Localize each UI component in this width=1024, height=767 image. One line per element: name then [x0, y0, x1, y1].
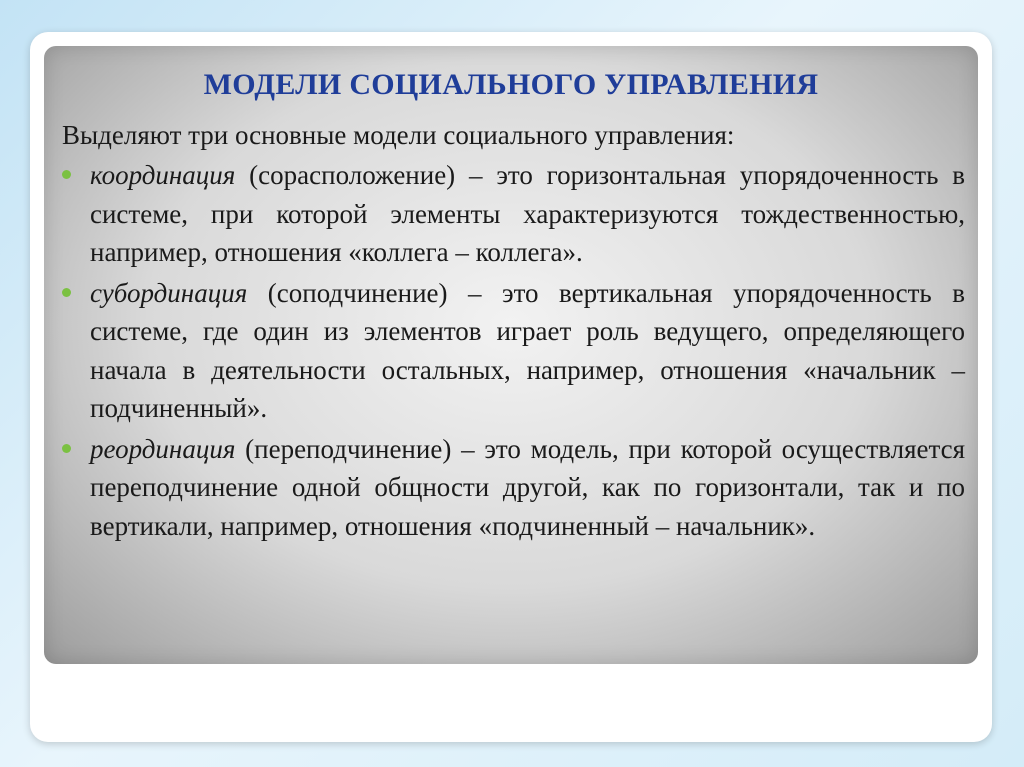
list-item-subordination — [62, 274, 965, 428]
list-item-reordination — [62, 430, 965, 546]
term-reordination: реординация — [90, 433, 236, 464]
list-item-coordination — [62, 156, 965, 272]
definition-subordination: (соподчинение) – это вертикальная упорядоченность в системе, где один из элементов играет роль ведущего, определяющего начала в деятельности остальных, например, отношения «начальник – подчиненный». — [90, 277, 965, 423]
bullet-icon — [62, 444, 71, 453]
bullet-icon — [62, 170, 71, 179]
definition-reordination: (переподчинение) – это модель, при которой осуществляется переподчинение одной общности другой, как по горизонтали, так и по вертикали, например, отношения «подчиненный – начальник». — [90, 433, 965, 541]
slide-title: МОДЕЛИ СОЦИАЛЬНОГО УПРАВЛЕНИЯ — [203, 68, 819, 101]
intro-text: Выделяют три основные модели социального управления: — [62, 120, 735, 150]
bullet-icon — [62, 288, 71, 297]
term-subordination: субординация — [90, 277, 248, 308]
definition-coordination: (сорасположение) – это горизонтальная упорядоченность в системе, при которой элементы характеризуются тождественностью, например, отношения «коллега – коллега». — [90, 160, 965, 267]
model-list — [62, 156, 965, 547]
term-coordination: координация — [90, 160, 236, 190]
